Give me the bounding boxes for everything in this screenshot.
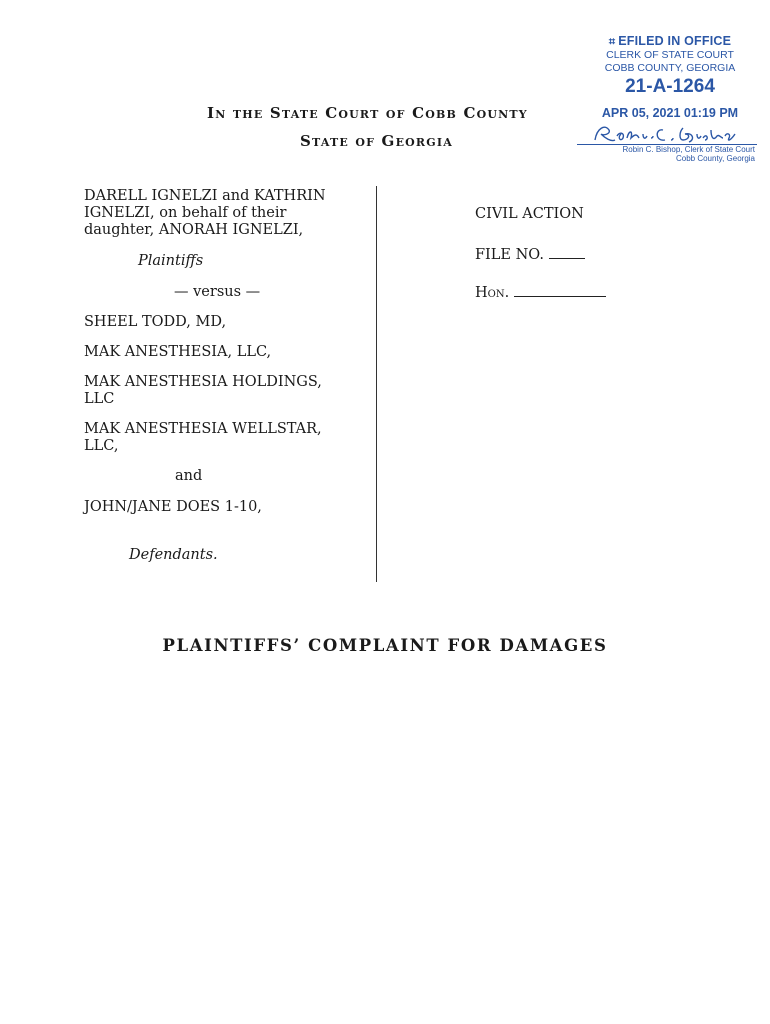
signature-scribble (591, 122, 741, 146)
defendant-2: MAK ANESTHESIA, LLC, (84, 344, 272, 360)
hon-label: Hon. (475, 285, 510, 301)
defendants-label: Defendants. (129, 547, 218, 563)
and-label: and (175, 468, 203, 484)
efile-stamp (575, 34, 765, 163)
file-no-blank (549, 244, 585, 259)
caption-divider (376, 186, 377, 582)
judge-line (475, 282, 606, 301)
stamp-line3: COBB COUNTY, GEORGIA (604, 62, 736, 74)
stamp-header (575, 34, 765, 49)
file-no-label: FILE NO. (475, 247, 544, 263)
defendant-4: MAK ANESTHESIA WELLSTAR, LLC, (84, 421, 322, 454)
court-state: State of Georgia (300, 132, 453, 150)
filing-date: APR 05, 2021 01:19 PM (601, 106, 739, 120)
defendant-3: MAK ANESTHESIA HOLDINGS, LLC (84, 374, 322, 407)
stamp-line1: EFILED IN OFFICE (618, 34, 732, 48)
document-title: PLAINTIFFS’ COMPLAINT FOR DAMAGES (162, 636, 608, 655)
stamp-line2: CLERK OF STATE COURT (606, 49, 734, 61)
signature-caption (622, 145, 755, 163)
plaintiffs-names: DARELL IGNELZI and KATHRIN IGNELZI, on behalf of their daughter, ANORAH IGNELZI, (84, 188, 326, 238)
plaintiffs-label: Plaintiffs (138, 253, 204, 269)
civil-action-label: CIVIL ACTION (475, 206, 584, 222)
file-number (475, 244, 585, 263)
case-caption-parties (84, 188, 364, 564)
defendant-5: JOHN/JANE DOES 1-10, (84, 499, 262, 515)
hon-blank (514, 282, 606, 297)
case-number: 21-A-1264 (625, 76, 715, 97)
signature-caption-1: Robin C. Bishop, Clerk of State Court (622, 145, 755, 154)
clerk-signature (575, 122, 765, 163)
efile-icon: ⌗ (608, 36, 616, 48)
signature-caption-2: Cobb County, Georgia (675, 154, 755, 163)
versus-label: — versus — (174, 284, 261, 300)
court-name: In the State Court of Cobb County (207, 104, 528, 122)
defendant-1: SHEEL TODD, MD, (84, 314, 227, 330)
